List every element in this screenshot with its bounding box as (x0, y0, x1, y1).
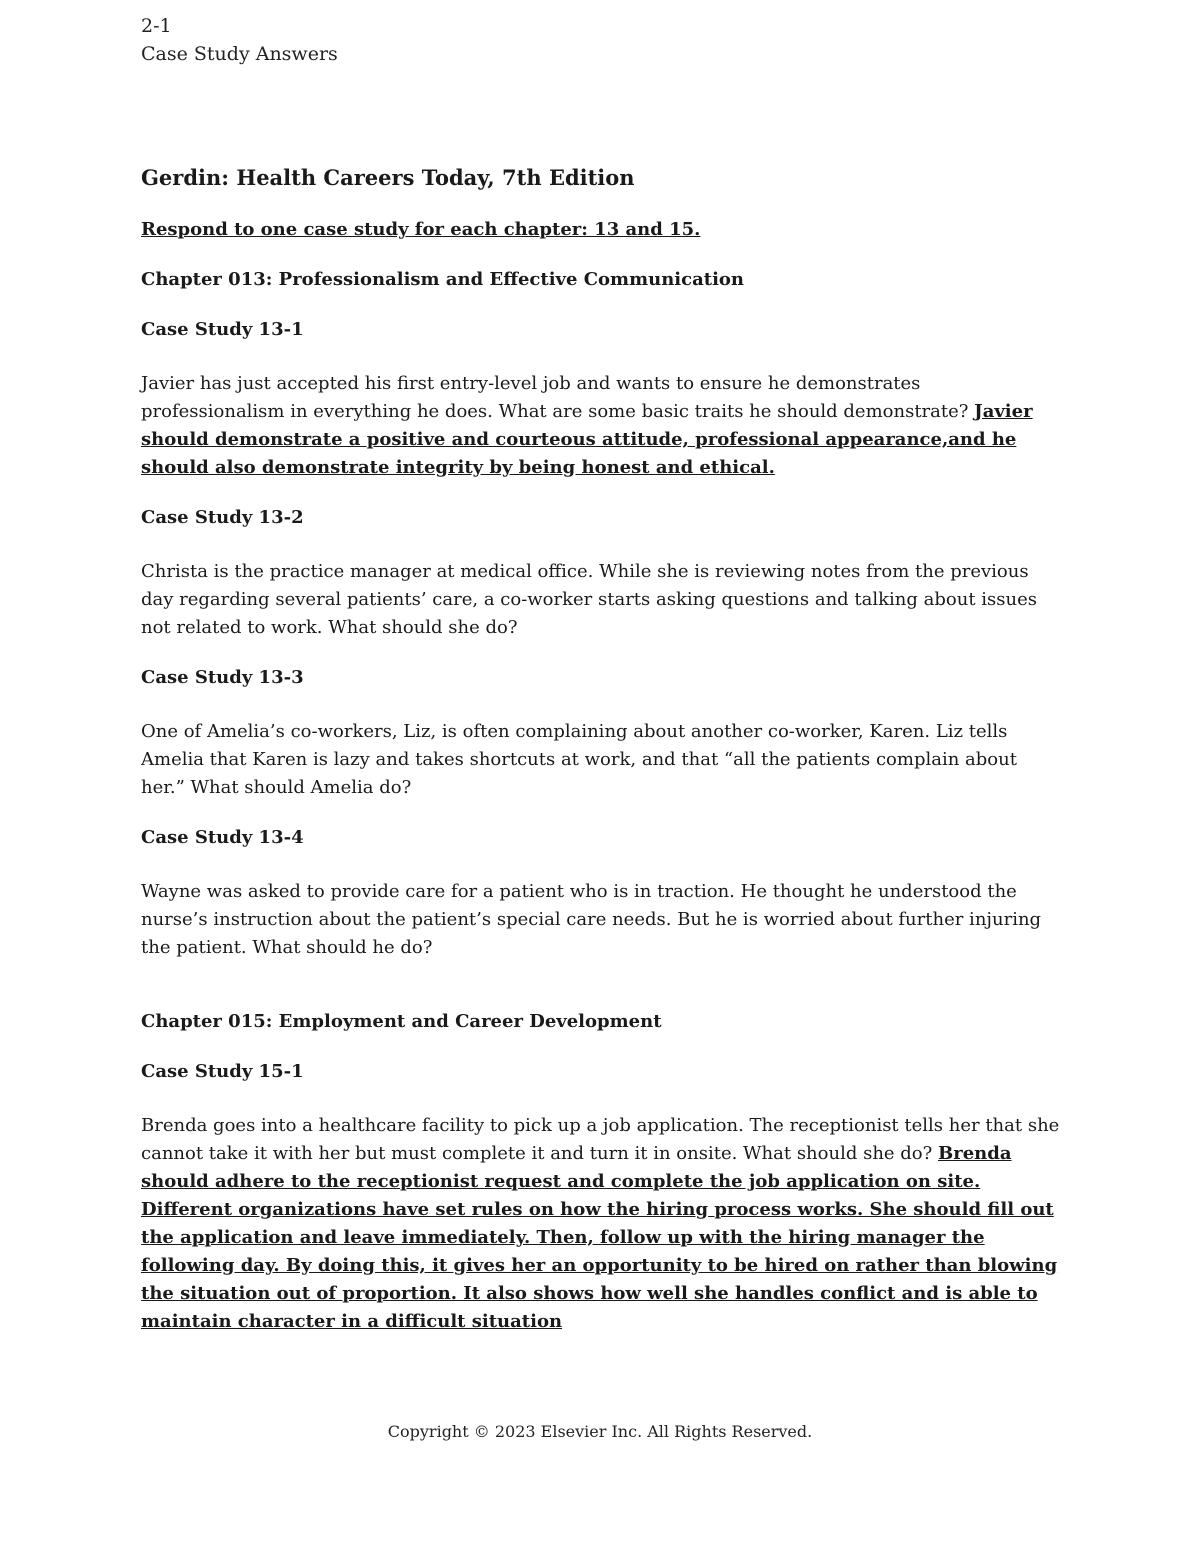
case-study-13-1-question: Javier has just accepted his first entry-level job and wants to ensure he demonstrates professionalism in everything he does. What are some basic traits he should demonstrate? (141, 373, 969, 422)
document-body (141, 162, 1066, 1358)
case-study-13-4-question: Wayne was asked to provide care for a patient who is in traction. He thought he understood the nurse’s instruction about the patient’s special care needs. But he is worried about further injuring the patient. What should he do? (141, 881, 1042, 958)
case-study-13-1-answer: Javier should demonstrate a positive and courteous attitude, professional appearance,and he should also demonstrate integrity by being honest and ethical. (141, 401, 1033, 478)
case-study-13-4-label: Case Study 13-4 (141, 827, 304, 848)
chapter-13-heading: Chapter 013: Professionalism and Effective Communication (141, 269, 745, 290)
case-study-15-1-question: Brenda goes into a healthcare facility to pick up a job application. The receptionist tells her that she cannot take it with her but must complete it and turn it in onsite. What should she do? (141, 1115, 1060, 1164)
document-label: Case Study Answers (141, 43, 338, 65)
copyright-footer: Copyright © 2023 Elsevier Inc. All Rights Reserved. (387, 1422, 813, 1441)
case-study-13-1-label: Case Study 13-1 (141, 319, 304, 340)
case-study-13-3-label: Case Study 13-3 (141, 667, 304, 688)
case-study-13-2-label: Case Study 13-2 (141, 507, 304, 528)
page-header (141, 12, 338, 68)
case-study-13-1-text (141, 370, 1066, 482)
case-study-15-1-label: Case Study 15-1 (141, 1061, 304, 1082)
case-study-13-2-question: Christa is the practice manager at medical office. While she is reviewing notes from the previous day regarding several patients’ care, a co-worker starts asking questions and talking about issues not related to work. What should she do? (141, 561, 1038, 638)
instruction-text: Respond to one case study for each chapter: 13 and 15. (141, 219, 701, 240)
chapter-15-heading: Chapter 015: Employment and Career Development (141, 1011, 662, 1032)
case-study-15-1-text (141, 1112, 1066, 1336)
case-study-13-3-question: One of Amelia’s co-workers, Liz, is often complaining about another co-worker, Karen. Liz tells Amelia that Karen is lazy and takes shortcuts at work, and that “all the patients complain about her.” What should Amelia do? (141, 721, 1017, 798)
case-study-15-1-answer: Brenda should adhere to the receptionist request and complete the job application on site. Different organizations have set rules on how the hiring process works. She should fill out the application and leave immediately. Then, follow up with the hiring manager the following day. By doing this, it gives her an opportunity to be hired on rather than blowing the situation out of proportion. It also shows how well she handles conflict and is able to maintain character in a difficult situation (141, 1143, 1058, 1332)
document-title: Gerdin: Health Careers Today, 7th Edition (141, 165, 635, 190)
page-number: 2-1 (141, 15, 172, 37)
